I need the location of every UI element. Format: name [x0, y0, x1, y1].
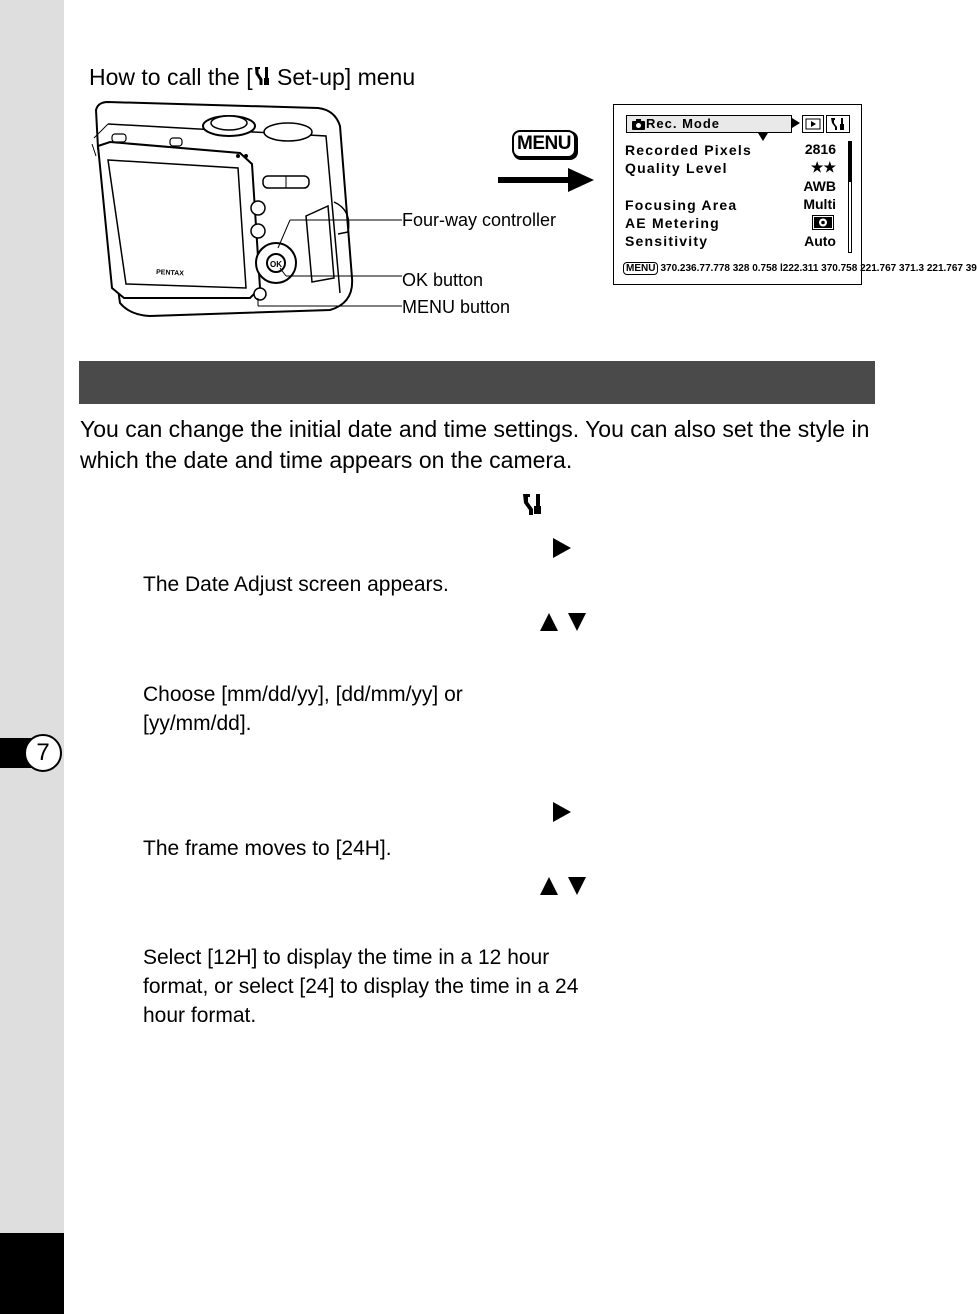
lcd-row-value: AWB — [803, 178, 836, 194]
howto-heading — [89, 64, 415, 93]
playback-tab-icon — [802, 115, 824, 133]
wrench-icon — [521, 492, 543, 516]
step-note-date-adjust: The Date Adjust screen appears. — [143, 573, 449, 596]
howto-suffix: Set-up] menu — [270, 64, 416, 90]
step-note-time-format: Select [12H] to display the time in a 12 hour format, or select [24] to display the time in a 24 hour format. — [143, 946, 579, 1027]
lcd-row-value: Multi — [803, 196, 836, 212]
camera-icon — [632, 119, 645, 130]
svg-text:OK: OK — [270, 260, 282, 269]
lcd-row-label: Quality Level — [625, 160, 728, 176]
lcd-menu-screen — [613, 104, 977, 285]
tab-arrow-icon — [792, 118, 800, 128]
lcd-row-label: Sensitivity — [625, 233, 709, 249]
lcd-row-label: Focusing Area — [625, 197, 738, 213]
callout-four-way-controller: Four-way controller — [402, 210, 557, 230]
up-down-arrows-icon — [540, 877, 588, 895]
section-heading-bar — [79, 361, 875, 404]
intro-paragraph: You can change the initial date and time settings. You can also set the style in which the date and time appears on the camera. — [80, 416, 870, 473]
callout-ok-button: OK button — [402, 270, 484, 290]
lcd-row-value: Auto — [804, 233, 836, 249]
lcd-menu-chip: MENU — [623, 262, 658, 275]
lcd-footer — [623, 262, 977, 275]
lcd-row-label: Recorded Pixels — [625, 142, 752, 158]
right-arrow-icon — [553, 538, 571, 558]
lcd-footer-text: 370.236.77.778 328 0.758 l222.311 370.758 221.767 371.3 221.767 39 — [660, 263, 977, 274]
camera-illustration — [90, 98, 390, 316]
step-note-date-format: Choose [mm/dd/yy], [dd/mm/yy] or [yy/mm/dd]. — [143, 683, 463, 735]
up-down-arrows-icon — [540, 613, 588, 631]
metering-icon — [812, 215, 834, 230]
step-note-frame-moves: The frame moves to [24H]. — [143, 837, 392, 860]
arrow-right-icon — [498, 168, 596, 194]
howto-prefix: How to call the [ — [89, 64, 253, 90]
setup-tab-icon — [826, 115, 850, 133]
lcd-row-value: 2816 — [804, 141, 836, 157]
lcd-row-label: AE Metering — [625, 215, 720, 231]
right-arrow-icon — [553, 802, 571, 822]
lcd-row-value: ★★ — [810, 159, 836, 175]
side-tab — [0, 0, 64, 1314]
menu-key-icon: MENU — [512, 130, 576, 158]
tab-pointer-icon — [758, 133, 768, 141]
lcd-tab-label: Rec. Mode — [646, 116, 721, 131]
chapter-number: 7 — [24, 734, 62, 772]
callout-menu-button: MENU button — [402, 297, 511, 317]
lcd-scrollbar — [848, 141, 852, 253]
svg-text:PENTAX: PENTAX — [155, 269, 185, 278]
wrench-icon — [253, 65, 271, 93]
side-tab-footer — [0, 1233, 64, 1314]
